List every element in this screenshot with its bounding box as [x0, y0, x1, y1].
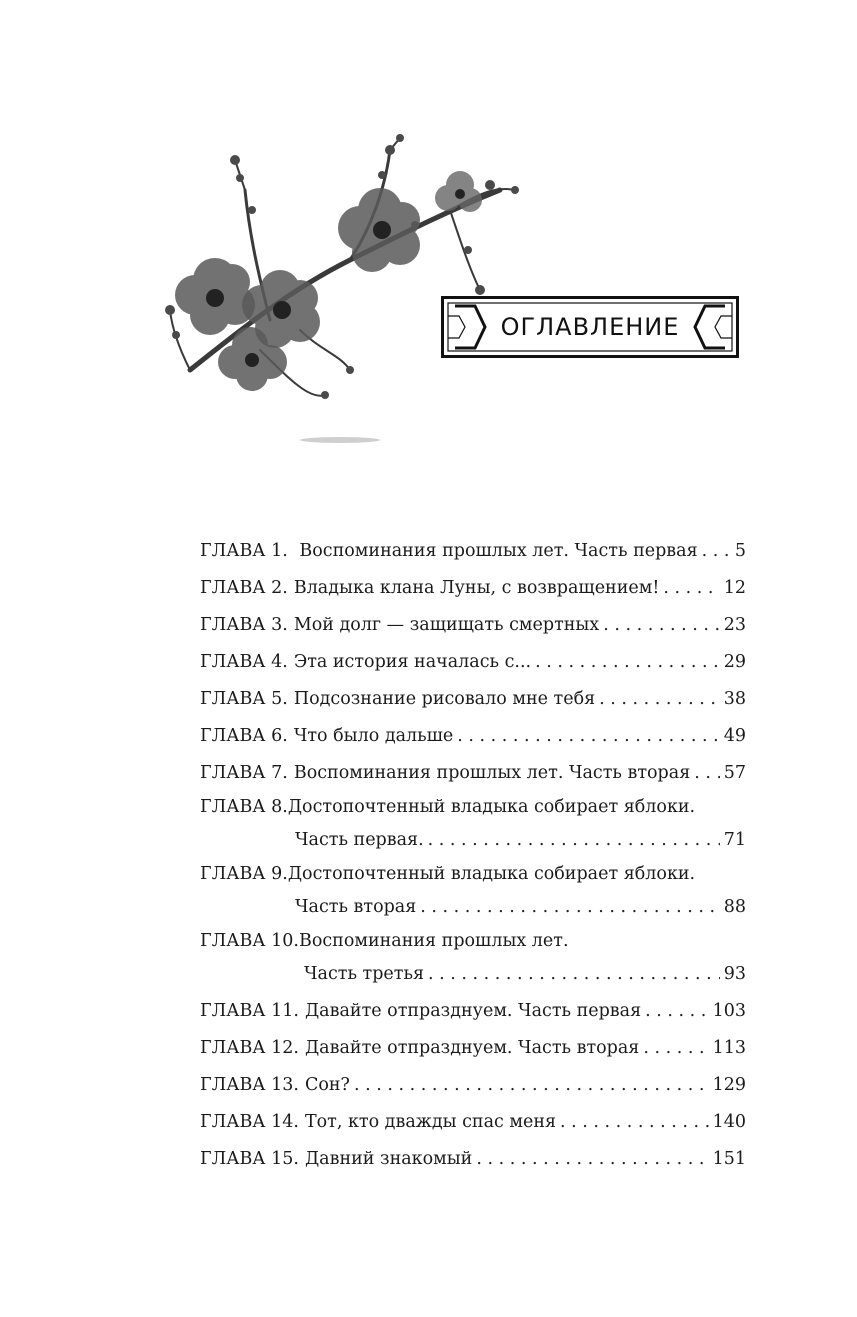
- toc-page: 88: [723, 897, 746, 917]
- toc-title: Сон?: [304, 1075, 350, 1095]
- toc-entry: [200, 570, 746, 607]
- toc-page: 57: [723, 763, 746, 783]
- toc-leader: [457, 718, 719, 755]
- toc-page: 151: [712, 1149, 746, 1169]
- toc-chapter: ГЛАВА 11.: [200, 1001, 299, 1021]
- toc-title: Владыка клана Луны, с возвращением!: [293, 578, 660, 598]
- toc-entry: [200, 607, 746, 644]
- toc-page: 12: [723, 578, 746, 598]
- toc-page: 5: [734, 541, 746, 561]
- toc-page: 29: [723, 652, 746, 672]
- toc-chapter: ГЛАВА 10.: [200, 931, 299, 951]
- toc-chapter: ГЛАВА 15.: [200, 1149, 299, 1169]
- toc-entry: [200, 993, 746, 1030]
- toc-page: 23: [723, 615, 746, 635]
- toc-title: Достопочтенный владыка собирает яблоки.: [287, 797, 696, 817]
- toc-page: 129: [712, 1075, 746, 1095]
- toc-chapter: ГЛАВА 3.: [200, 615, 288, 635]
- toc-leader: [420, 889, 719, 926]
- toc-title-continuation: Часть третья: [304, 964, 425, 984]
- toc-entry: [200, 792, 746, 859]
- toc-title: Давайте отпразднуем. Часть первая: [304, 1001, 642, 1021]
- blossom-illustration: [150, 130, 530, 450]
- toc-chapter: ГЛАВА 7.: [200, 763, 288, 783]
- toc-entry: [200, 1141, 746, 1178]
- toc-title: Что было дальше: [293, 726, 454, 746]
- toc-title: Давний знакомый: [304, 1149, 473, 1169]
- toc-page: 49: [723, 726, 746, 746]
- toc-page: 140: [712, 1112, 746, 1132]
- toc-entry: [200, 718, 746, 755]
- toc-leader: [428, 822, 720, 859]
- toc-title: Достопочтенный владыка собирает яблоки.: [287, 864, 696, 884]
- toc-leader: [560, 1104, 709, 1141]
- toc-leader: [535, 644, 720, 681]
- toc-title: Воспоминания прошлых лет. Часть первая: [299, 541, 698, 561]
- toc-chapter: ГЛАВА 2.: [200, 578, 288, 598]
- toc-title: Подсознание рисовало мне тебя: [293, 689, 596, 709]
- toc-entry: [200, 1067, 746, 1104]
- toc-page: 113: [712, 1038, 746, 1058]
- toc-leader: [663, 570, 719, 607]
- toc-leader: [645, 993, 708, 1030]
- toc-chapter: ГЛАВА 12.: [200, 1038, 299, 1058]
- toc-title: Тот, кто дважды спас меня: [304, 1112, 557, 1132]
- toc-leader: [643, 1030, 708, 1067]
- toc-title-continuation: Часть вторая: [295, 897, 417, 917]
- toc-entry: [200, 644, 746, 681]
- toc-chapter: ГЛАВА 6.: [200, 726, 288, 746]
- toc-chapter: ГЛАВА 9.: [200, 864, 288, 884]
- toc-entry: [200, 1030, 746, 1067]
- toc-leader: [702, 533, 731, 570]
- toc-leader: [476, 1141, 708, 1178]
- toc-chapter: ГЛАВА 8.: [200, 797, 288, 817]
- page-title: ОГЛАВЛЕНИЕ: [500, 313, 680, 341]
- toc-chapter: ГЛАВА 5.: [200, 689, 288, 709]
- toc-entry: [200, 1104, 746, 1141]
- toc-title: Мой долг — защищать смертных: [293, 615, 600, 635]
- toc-page: 71: [723, 830, 746, 850]
- toc-entry: [200, 926, 746, 993]
- toc-title: Эта история началась с...: [293, 652, 532, 672]
- toc-page: 103: [712, 1001, 746, 1021]
- toc-title: Воспоминания прошлых лет.: [298, 931, 569, 951]
- toc-page: 38: [723, 689, 746, 709]
- toc-chapter: ГЛАВА 13.: [200, 1075, 299, 1095]
- toc-entry: [200, 533, 746, 570]
- toc-chapter: ГЛАВА 4.: [200, 652, 288, 672]
- toc-leader: [694, 755, 719, 792]
- table-of-contents: [200, 533, 746, 1178]
- toc-leader: [599, 681, 720, 718]
- toc-leader: [428, 956, 720, 993]
- toc-page: 93: [723, 964, 746, 984]
- toc-chapter: ГЛАВА 14.: [200, 1112, 299, 1132]
- toc-leader: [603, 607, 719, 644]
- toc-chapter: ГЛАВА 1.: [200, 541, 288, 561]
- toc-title: Давайте отпразднуем. Часть вторая: [304, 1038, 640, 1058]
- toc-leader: [354, 1067, 709, 1104]
- toc-title: Воспоминания прошлых лет. Часть вторая: [293, 763, 691, 783]
- toc-title-continuation: Часть первая.: [295, 830, 424, 850]
- toc-entry: [200, 859, 746, 926]
- toc-entry: [200, 681, 746, 718]
- toc-entry: [200, 755, 746, 792]
